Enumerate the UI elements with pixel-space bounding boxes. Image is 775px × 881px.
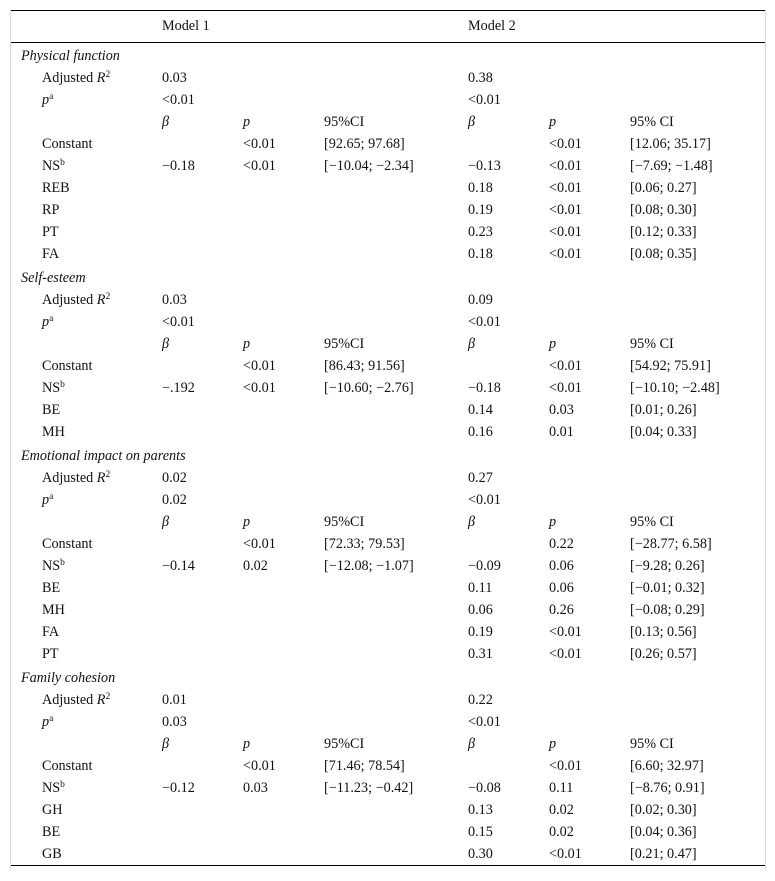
m1-empty [243,199,324,221]
adjusted-r2-row [11,67,765,89]
model2-ci-header: 95% CI [630,514,674,530]
m2-predictor-ci: [0.21; 0.47] [630,846,697,862]
m2-predictor-beta: 0.30 [468,846,493,862]
m2-constant-beta [468,755,549,777]
m1-ns-p: <0.01 [243,158,276,174]
ns-label [11,777,162,799]
subheader-empty [11,333,162,355]
header-empty [11,11,162,43]
m2-predictor-p: 0.03 [549,402,574,418]
section-title-row [11,43,765,68]
predictor-row [11,843,765,866]
m1-empty [162,577,243,599]
m2-predictor-p: <0.01 [549,180,582,196]
m2-predictor-ci: [0.12; 0.33] [630,224,697,240]
m2-predictor-p: 0.01 [549,424,574,440]
m1-empty [243,177,324,199]
ns-row [11,377,765,399]
ns-text: NS [42,780,61,796]
m2-constant-beta [468,355,549,377]
column-subheader-row [11,333,765,355]
m1-empty [243,821,324,843]
predictor-row [11,399,765,421]
constant-label: Constant [42,136,93,152]
model1-ci-header: 95%CI [324,736,365,752]
ns-row [11,155,765,177]
m2-predictor-ci: [0.04; 0.33] [630,424,697,440]
r-letter: R [96,692,106,708]
m1-ns-beta: −0.14 [162,558,195,574]
p-value-row [11,311,765,333]
model1-adj-r2: 0.03 [162,292,187,308]
column-subheader-row [11,733,765,755]
m1-empty [162,599,243,621]
m1-constant-beta [162,355,243,377]
m2-ns-ci: [−8.76; 0.91] [630,780,705,796]
r-letter: R [96,470,106,486]
m1-empty [162,843,243,866]
m2-predictor-beta: 0.23 [468,224,493,240]
m1-empty [162,177,243,199]
model2-beta-header: β [468,514,476,530]
constant-label: Constant [42,358,93,374]
m2-constant-ci: [6.60; 32.97] [630,758,704,774]
section-title-row [11,265,765,289]
ns-text: NS [42,558,61,574]
m1-empty [324,399,468,421]
model1-ci-header: 95%CI [324,114,365,130]
m2-predictor-ci: [−0.08; 0.29] [630,602,705,618]
m1-empty [324,599,468,621]
section-title: Family cohesion [21,670,116,686]
m1-empty [324,799,468,821]
m2-ns-ci: [−9.28; 0.26] [630,558,705,574]
m1-empty [162,799,243,821]
model2-ci-header: 95% CI [630,114,674,130]
section-title: Self-esteem [21,270,86,286]
ns-label [11,155,162,177]
adjusted-r2-label [11,467,162,489]
model2-p: <0.01 [468,492,501,508]
column-subheader-row [11,111,765,133]
m2-ns-ci: [−10.10; −2.48] [630,380,720,396]
m1-empty [162,621,243,643]
m2-constant-p: <0.01 [549,758,582,774]
p-superscript: a [49,314,54,324]
adjusted-r2-row [11,467,765,489]
m2-constant-ci: [12.06; 35.17] [630,136,711,152]
model2-beta-header: β [468,336,476,352]
m1-empty [243,621,324,643]
m1-constant-ci: [72.33; 79.53] [324,536,405,552]
m2-predictor-ci: [0.06; 0.27] [630,180,697,196]
adjusted-label-text: Adjusted [42,470,97,486]
m2-predictor-p: <0.01 [549,624,582,640]
m1-empty [162,221,243,243]
m1-empty [324,821,468,843]
model1-adj-r2: 0.03 [162,70,187,86]
model1-p-header: p [243,736,251,752]
m1-empty [324,643,468,665]
ns-text: NS [42,158,61,174]
m2-predictor-ci: [0.01; 0.26] [630,402,697,418]
predictor-row [11,821,765,843]
m2-predictor-beta: 0.11 [468,580,493,596]
predictor-label: BE [42,580,61,596]
adjusted-r2-label [11,67,162,89]
m2-constant-p: <0.01 [549,358,582,374]
m2-constant-p: <0.01 [549,136,582,152]
predictor-row [11,599,765,621]
m2-ns-p: 0.06 [549,558,574,574]
m2-predictor-ci: [−0.01; 0.32] [630,580,705,596]
constant-row [11,755,765,777]
header-model2: Model 2 [468,18,516,34]
m2-ns-beta: −0.08 [468,780,501,796]
predictor-label: GB [42,846,62,862]
m1-empty [162,421,243,443]
model2-adj-r2: 0.09 [468,292,493,308]
constant-row [11,533,765,555]
r-superscript: 2 [105,292,111,302]
p-value-row [11,711,765,733]
subheader-empty [11,511,162,533]
m1-empty [243,243,324,265]
constant-label: Constant [42,536,93,552]
m2-constant-beta [468,533,549,555]
p-superscript: a [49,92,54,102]
m2-predictor-p: 0.02 [549,802,574,818]
model1-ci-header: 95%CI [324,514,365,530]
predictor-row [11,621,765,643]
model2-beta-header: β [468,114,476,130]
ns-superscript: b [60,558,65,568]
m1-empty [324,199,468,221]
m2-ns-beta: −0.09 [468,558,501,574]
predictor-row [11,243,765,265]
regression-table [11,10,765,866]
model1-adj-r2: 0.02 [162,470,187,486]
m2-constant-ci: [−28.77; 6.58] [630,536,712,552]
m2-predictor-ci: [0.08; 0.30] [630,202,697,218]
m1-empty [243,643,324,665]
m2-constant-p: 0.22 [549,536,574,552]
predictor-row [11,421,765,443]
m1-empty [243,843,324,866]
p-letter: p [42,492,50,508]
predictor-row [11,799,765,821]
m1-empty [324,621,468,643]
model1-p-header: p [243,336,251,352]
model1-p: 0.02 [162,492,187,508]
ns-label [11,555,162,577]
m2-ns-ci: [−7.69; −1.48] [630,158,713,174]
m2-predictor-p: <0.01 [549,846,582,862]
m2-predictor-p: 0.26 [549,602,574,618]
r-letter: R [96,292,106,308]
model1-ci-header: 95%CI [324,336,365,352]
model2-p: <0.01 [468,92,501,108]
constant-row [11,133,765,155]
m2-predictor-beta: 0.31 [468,646,493,662]
m1-constant-ci: [86.43; 91.56] [324,358,405,374]
m1-constant-beta [162,133,243,155]
m1-empty [324,843,468,866]
p-letter: p [42,714,50,730]
m1-empty [162,821,243,843]
m2-ns-p: <0.01 [549,380,582,396]
m2-predictor-beta: 0.06 [468,602,493,618]
ns-superscript: b [60,158,65,168]
regression-table-container [10,10,766,871]
subheader-empty [11,733,162,755]
model2-p-header: p [549,736,557,752]
model1-p-header: p [243,114,251,130]
m1-constant-p: <0.01 [243,136,276,152]
model1-p: <0.01 [162,314,195,330]
m2-predictor-beta: 0.19 [468,624,493,640]
p-value-row [11,89,765,111]
section-title: Emotional impact on parents [21,448,186,464]
m1-ns-beta: −0.12 [162,780,195,796]
predictor-label: REB [42,180,70,196]
r-superscript: 2 [105,70,111,80]
m1-empty [324,421,468,443]
m2-predictor-ci: [0.13; 0.56] [630,624,697,640]
m2-predictor-p: <0.01 [549,646,582,662]
model1-adj-r2: 0.01 [162,692,187,708]
m1-constant-ci: [71.46; 78.54] [324,758,405,774]
m1-empty [243,399,324,421]
predictor-label: FA [42,624,60,640]
table-header-row [11,11,765,43]
section-title: Physical function [21,48,120,64]
predictor-label: PT [42,646,59,662]
m2-predictor-p: <0.01 [549,202,582,218]
m1-empty [324,177,468,199]
m1-empty [162,399,243,421]
model1-beta-header: β [162,336,170,352]
model2-p-header: p [549,336,557,352]
m2-ns-beta: −0.18 [468,380,501,396]
m1-empty [162,643,243,665]
p-value-label [11,311,162,333]
m2-predictor-beta: 0.14 [468,402,493,418]
predictor-label: GH [42,802,63,818]
ns-superscript: b [60,380,65,390]
model2-p: <0.01 [468,714,501,730]
m2-predictor-ci: [0.04; 0.36] [630,824,697,840]
adjusted-r2-label [11,689,162,711]
model2-adj-r2: 0.22 [468,692,493,708]
m2-predictor-beta: 0.18 [468,246,493,262]
m1-constant-p: <0.01 [243,536,276,552]
m2-ns-p: 0.11 [549,780,574,796]
constant-label: Constant [42,758,93,774]
m1-constant-p: <0.01 [243,358,276,374]
m1-empty [243,577,324,599]
r-superscript: 2 [105,692,111,702]
m2-predictor-beta: 0.18 [468,180,493,196]
model1-p-header: p [243,514,251,530]
m2-predictor-beta: 0.15 [468,824,493,840]
m1-empty [162,243,243,265]
predictor-label: BE [42,402,61,418]
p-value-row [11,489,765,511]
predictor-row [11,577,765,599]
model1-p: <0.01 [162,92,195,108]
m2-predictor-p: 0.06 [549,580,574,596]
m2-predictor-beta: 0.19 [468,202,493,218]
model2-ci-header: 95% CI [630,736,674,752]
ns-row [11,777,765,799]
m1-ns-ci: [−11.23; −0.42] [324,780,414,796]
model2-p-header: p [549,114,557,130]
m1-ns-beta: −.192 [162,380,195,396]
m1-empty [243,221,324,243]
m2-constant-ci: [54.92; 75.91] [630,358,711,374]
model2-p-header: p [549,514,557,530]
predictor-label: BE [42,824,61,840]
m2-constant-beta [468,133,549,155]
m2-predictor-ci: [0.02; 0.30] [630,802,697,818]
model2-p: <0.01 [468,314,501,330]
m1-empty [243,599,324,621]
predictor-row [11,221,765,243]
m1-empty [243,799,324,821]
m2-predictor-beta: 0.13 [468,802,493,818]
adjusted-r2-label [11,289,162,311]
m2-ns-beta: −0.13 [468,158,501,174]
model2-beta-header: β [468,736,476,752]
column-subheader-row [11,511,765,533]
predictor-label: FA [42,246,60,262]
m1-constant-ci: [92.65; 97.68] [324,136,405,152]
m2-predictor-p: <0.01 [549,246,582,262]
m1-constant-beta [162,533,243,555]
model2-adj-r2: 0.38 [468,70,493,86]
m1-empty [324,577,468,599]
m2-predictor-ci: [0.26; 0.57] [630,646,697,662]
predictor-label: RP [42,202,60,218]
r-superscript: 2 [105,470,111,480]
section-title-row [11,443,765,467]
section-title-row [11,665,765,689]
m2-predictor-p: 0.02 [549,824,574,840]
p-superscript: a [49,714,54,724]
model1-beta-header: β [162,114,170,130]
predictor-row [11,199,765,221]
m2-predictor-p: <0.01 [549,224,582,240]
m1-ns-p: 0.03 [243,780,268,796]
p-value-label [11,711,162,733]
model1-p: 0.03 [162,714,187,730]
predictor-label: MH [42,602,65,618]
m1-ns-ci: [−12.08; −1.07] [324,558,414,574]
m2-ns-p: <0.01 [549,158,582,174]
ns-text: NS [42,380,61,396]
m1-ns-beta: −0.18 [162,158,195,174]
model1-beta-header: β [162,736,170,752]
constant-row [11,355,765,377]
p-superscript: a [49,492,54,502]
predictor-label: PT [42,224,59,240]
p-letter: p [42,314,50,330]
r-letter: R [96,70,106,86]
ns-superscript: b [60,780,65,790]
m1-empty [324,221,468,243]
header-model1: Model 1 [162,18,210,34]
adjusted-r2-row [11,689,765,711]
m1-constant-p: <0.01 [243,758,276,774]
m1-ns-p: <0.01 [243,380,276,396]
ns-label [11,377,162,399]
predictor-label: MH [42,424,65,440]
p-letter: p [42,92,50,108]
ns-row [11,555,765,577]
m2-predictor-beta: 0.16 [468,424,493,440]
model2-adj-r2: 0.27 [468,470,493,486]
m1-ns-p: 0.02 [243,558,268,574]
predictor-row [11,643,765,665]
m1-ns-ci: [−10.60; −2.76] [324,380,414,396]
model2-ci-header: 95% CI [630,336,674,352]
predictor-row [11,177,765,199]
m1-constant-beta [162,755,243,777]
adjusted-label-text: Adjusted [42,692,97,708]
m1-empty [324,243,468,265]
adjusted-label-text: Adjusted [42,292,97,308]
m1-ns-ci: [−10.04; −2.34] [324,158,414,174]
adjusted-label-text: Adjusted [42,70,97,86]
subheader-empty [11,111,162,133]
m1-empty [162,199,243,221]
m1-empty [243,421,324,443]
adjusted-r2-row [11,289,765,311]
model1-beta-header: β [162,514,170,530]
m2-predictor-ci: [0.08; 0.35] [630,246,697,262]
p-value-label [11,89,162,111]
p-value-label [11,489,162,511]
table-body [11,43,765,866]
